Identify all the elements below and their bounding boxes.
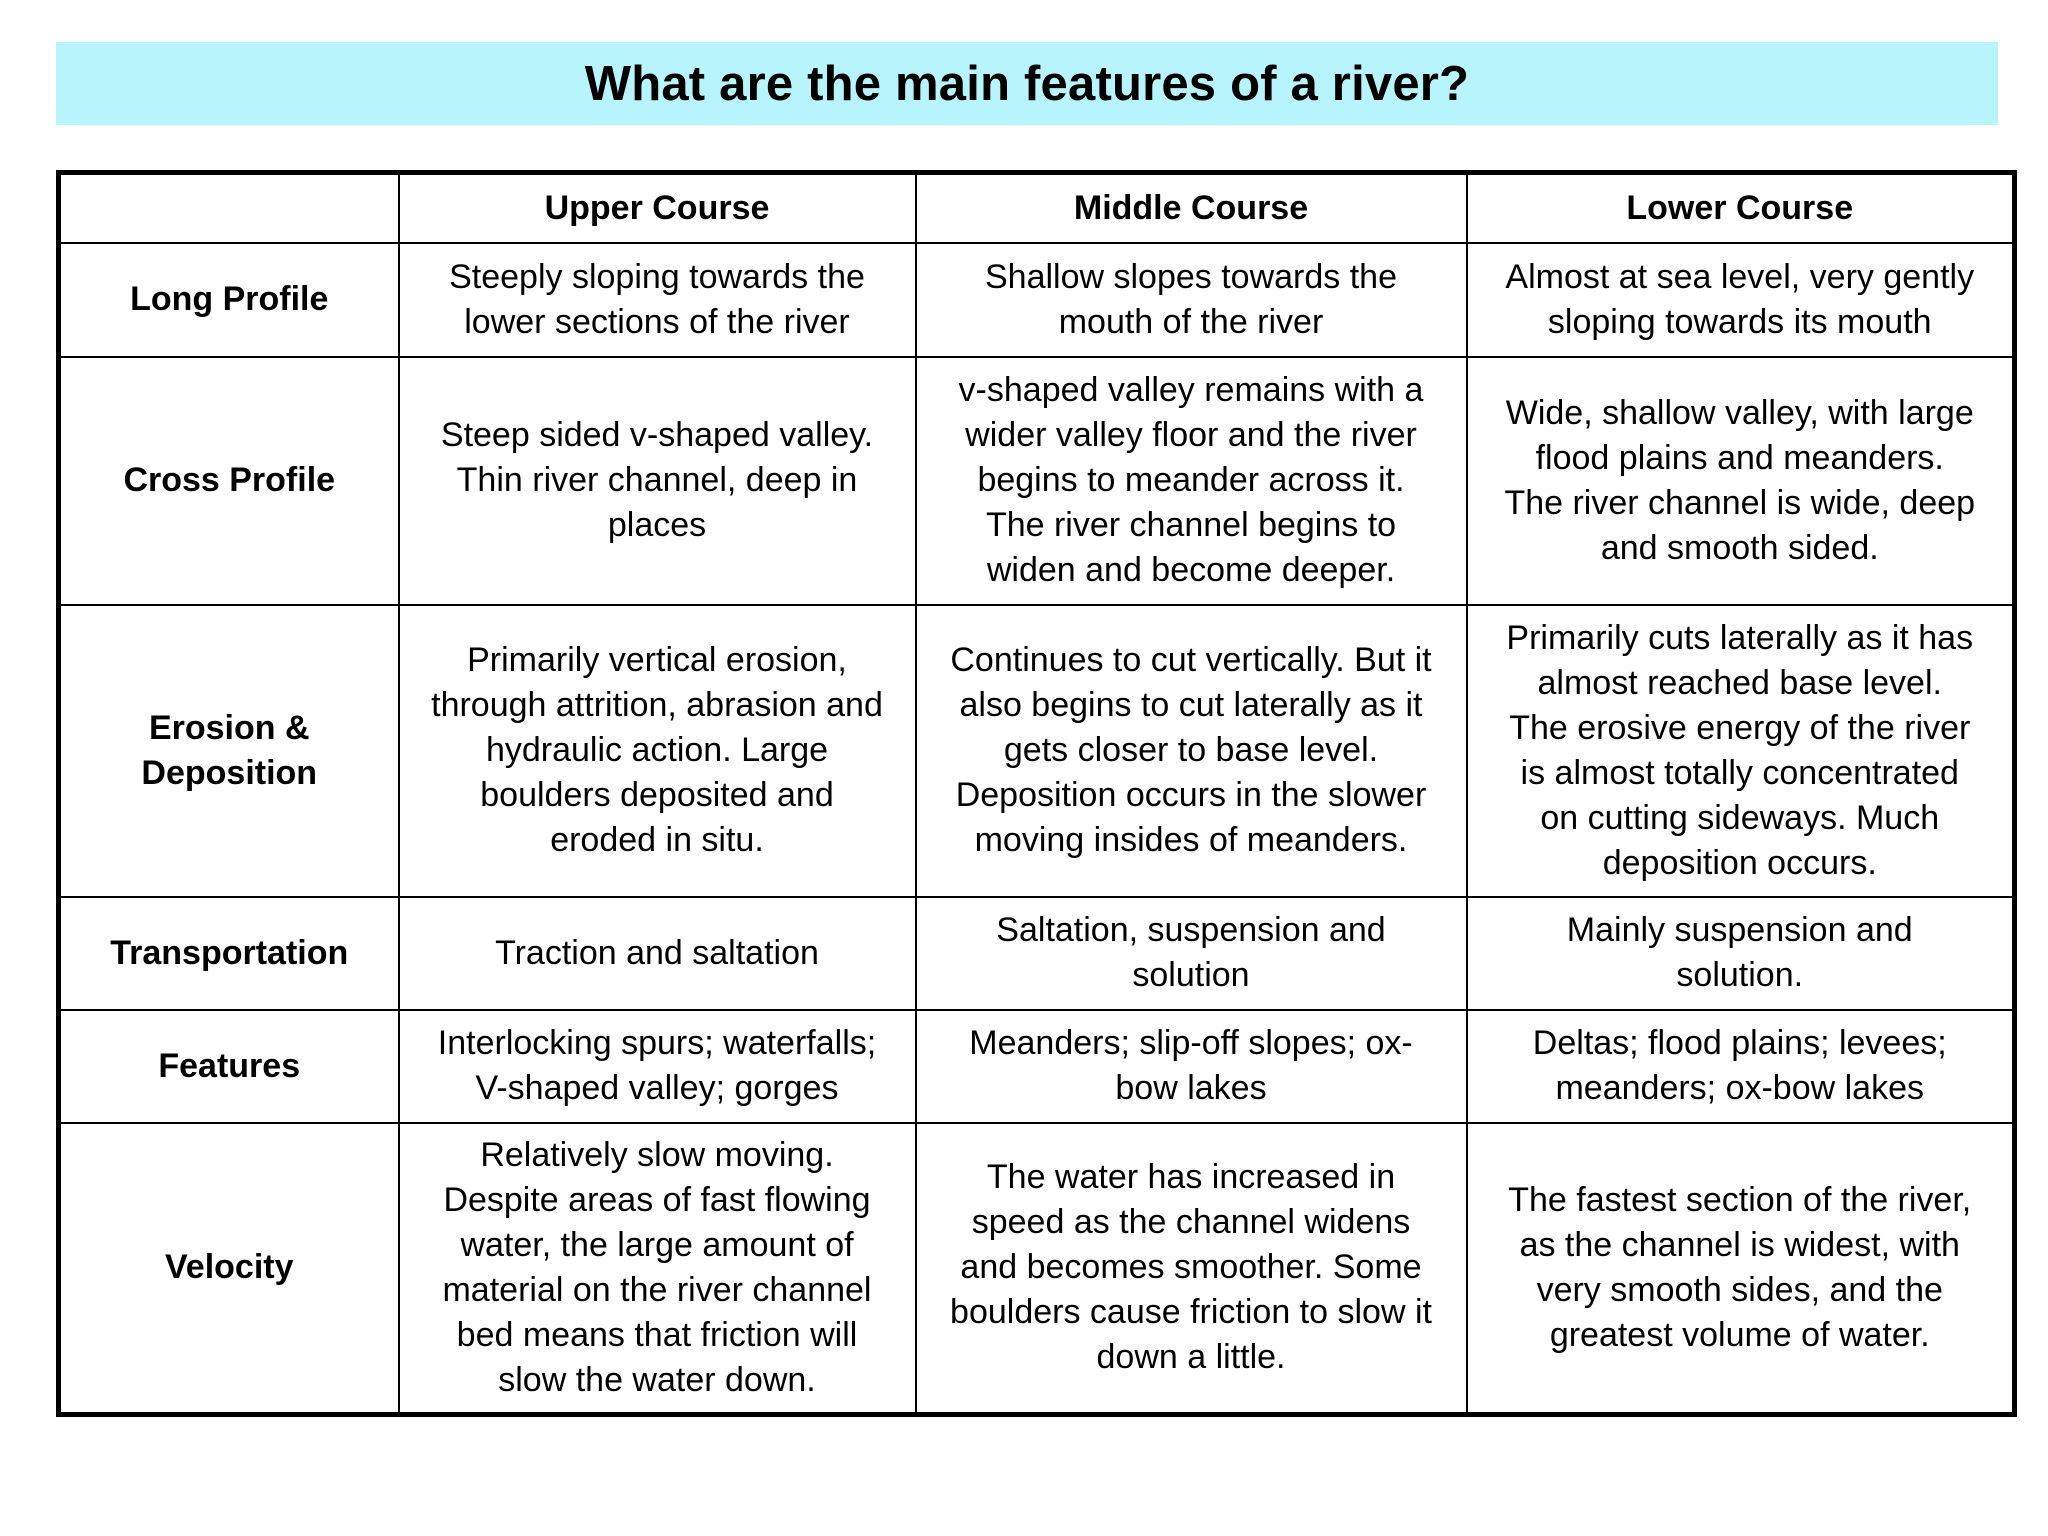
row-erosion-deposition	[59, 605, 2015, 897]
cell-cross-profile-middle: v-shaped valley remains with a wider valley floor and the river begins to meander across it. The river channel begins to widen and become deeper.	[916, 357, 1467, 605]
row-header-erosion-deposition: Erosion & Deposition	[59, 605, 399, 897]
cell-cross-profile-upper: Steep sided v-shaped valley. Thin river channel, deep in places	[399, 357, 916, 605]
row-cross-profile	[59, 357, 2015, 605]
row-long-profile	[59, 243, 2015, 357]
cell-erosion-upper: Primarily vertical erosion, through attrition, abrasion and hydraulic action. Large boulders deposited and eroded in situ.	[399, 605, 916, 897]
header-row	[59, 173, 2015, 243]
cell-cross-profile-lower: Wide, shallow valley, with large flood plains and meanders. The river channel is wide, deep and smooth sided.	[1467, 357, 2015, 605]
column-header-lower-course: Lower Course	[1467, 173, 2015, 243]
row-header-transportation: Transportation	[59, 897, 399, 1010]
row-transportation	[59, 897, 2015, 1010]
row-header-features: Features	[59, 1010, 399, 1123]
row-header-long-profile: Long Profile	[59, 243, 399, 357]
corner-cell	[59, 173, 399, 243]
cell-erosion-middle: Continues to cut vertically. But it also begins to cut laterally as it gets closer to base level. Deposition occurs in the slower moving insides of meanders.	[916, 605, 1467, 897]
cell-long-profile-middle: Shallow slopes towards the mouth of the river	[916, 243, 1467, 357]
cell-velocity-middle: The water has increased in speed as the channel widens and becomes smoother. Some boulders cause friction to slow it down a little.	[916, 1123, 1467, 1415]
cell-long-profile-lower: Almost at sea level, very gently sloping towards its mouth	[1467, 243, 2015, 357]
column-header-middle-course: Middle Course	[916, 173, 1467, 243]
row-features	[59, 1010, 2015, 1123]
title-banner	[56, 42, 1998, 125]
column-header-upper-course: Upper Course	[399, 173, 916, 243]
cell-transportation-lower: Mainly suspension and solution.	[1467, 897, 2015, 1010]
cell-features-upper: Interlocking spurs; waterfalls; V-shaped valley; gorges	[399, 1010, 916, 1123]
cell-features-middle: Meanders; slip-off slopes; ox- bow lakes	[916, 1010, 1467, 1123]
cell-velocity-lower: The fastest section of the river, as the channel is widest, with very smooth sides, and the greatest volume of water.	[1467, 1123, 2015, 1415]
row-velocity	[59, 1123, 2015, 1415]
page-title: What are the main features of a river?	[584, 56, 1470, 111]
cell-transportation-upper: Traction and saltation	[399, 897, 916, 1010]
cell-long-profile-upper: Steeply sloping towards the lower sections of the river	[399, 243, 916, 357]
row-header-cross-profile: Cross Profile	[59, 357, 399, 605]
cell-transportation-middle: Saltation, suspension and solution	[916, 897, 1467, 1010]
cell-features-lower: Deltas; flood plains; levees; meanders; ox-bow lakes	[1467, 1010, 2015, 1123]
cell-erosion-lower: Primarily cuts laterally as it has almost reached base level. The erosive energy of the river is almost totally concentrated on cutting sideways. Much deposition occurs.	[1467, 605, 2015, 897]
river-features-table	[56, 170, 2017, 1417]
cell-velocity-upper: Relatively slow moving. Despite areas of fast flowing water, the large amount of material on the river channel bed means that friction will slow the water down.	[399, 1123, 916, 1415]
row-header-velocity: Velocity	[59, 1123, 399, 1415]
